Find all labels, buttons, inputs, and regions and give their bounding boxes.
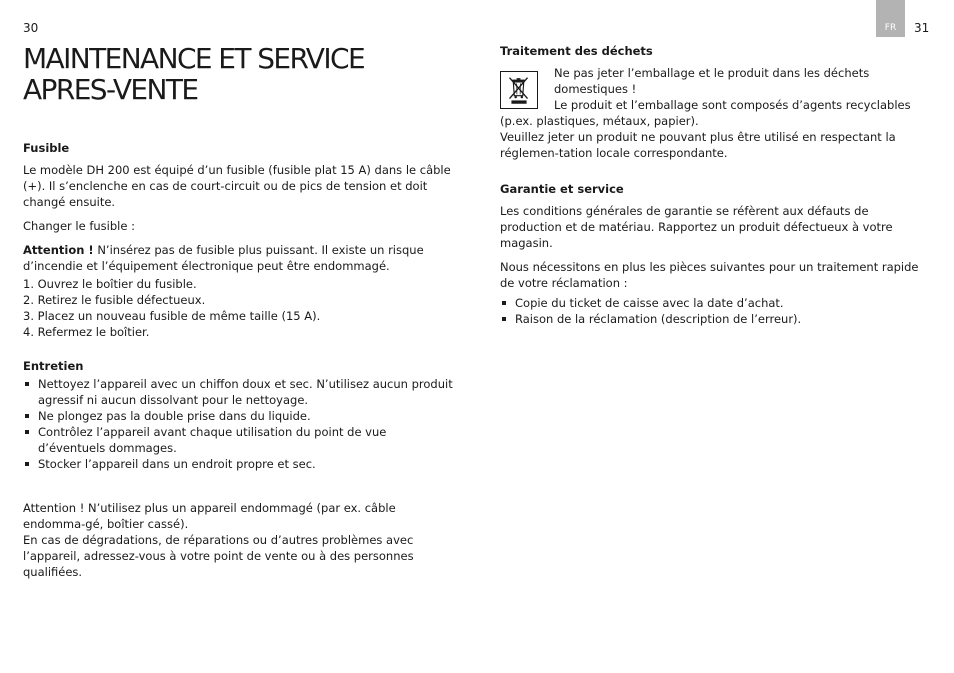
- weee-block: [500, 65, 930, 129]
- fuse-steps-list: [23, 276, 455, 340]
- list-item: Raison de la réclamation (description de l’erreur).: [500, 311, 930, 327]
- attention-text: N’insérez pas de fusible plus puissant. Il existe un risque d’incendie et l’équipement électronique peut être endommagé.: [23, 243, 424, 273]
- list-item: Contrôlez l’appareil avant chaque utilisation du point de vue d’éventuels dommages.: [23, 424, 455, 456]
- dechets-heading: Traitement des déchets: [500, 44, 653, 58]
- garantie-paragraph-1: Les conditions générales de garantie se réfèrent aux défauts de production et de matériau. Rapportez un produit défectueux à votre magasin.: [500, 204, 893, 250]
- page-number-left: 30: [23, 21, 39, 35]
- language-label: FR: [884, 23, 897, 33]
- garantie-paragraph-2: Nous nécessitons en plus les pièces suivantes pour un traitement rapide de votre réclamation :: [500, 260, 919, 290]
- list-item: Ne plongez pas la double prise dans du liquide.: [23, 408, 455, 424]
- page-title-line-2: APRES-VENTE: [23, 73, 198, 106]
- garantie-heading: Garantie et service: [500, 182, 624, 196]
- dechets-line-3: Veuillez jeter un produit ne pouvant plus être utilisé en respectant la réglemen-tation locale correspondante.: [500, 130, 896, 160]
- list-item: 3. Placez un nouveau fusible de même taille (15 A).: [23, 309, 321, 323]
- repair-contact-paragraph: En cas de dégradations, de réparations ou d’autres problèmes avec l’appareil, adressez-vous à votre point de vente ou à des personnes qualifiées.: [23, 533, 414, 579]
- entretien-heading: Entretien: [23, 359, 84, 373]
- attention-damaged-paragraph: Attention ! N’utilisez plus un appareil endommagé (par ex. câble endomma-gé, boîtier cassé).: [23, 501, 396, 531]
- left-column: [23, 43, 455, 580]
- list-item: 4. Refermez le boîtier.: [23, 325, 150, 339]
- dechets-line-2: Le produit et l’emballage sont composés d’agents recyclables (p.ex. plastiques, métaux, papier).: [500, 98, 911, 128]
- right-column: [500, 43, 930, 327]
- garantie-list: [500, 295, 930, 327]
- page-number-right: 31: [914, 21, 930, 35]
- list-item: 2. Retirez le fusible défectueux.: [23, 293, 206, 307]
- fusible-heading: Fusible: [23, 141, 70, 155]
- weee-crossed-bin-icon: [500, 71, 538, 109]
- dechets-line-1: Ne pas jeter l’emballage et le produit dans les déchets domestiques !: [554, 66, 870, 96]
- page-title: [23, 43, 455, 105]
- list-item: Stocker l’appareil dans un endroit propre et sec.: [23, 456, 455, 472]
- attention-bold: Attention !: [23, 243, 94, 257]
- page-title-line-1: MAINTENANCE ET SERVICE: [23, 42, 365, 75]
- fusible-paragraph: Le modèle DH 200 est équipé d’un fusible (fusible plat 15 A) dans le câble (+). Il s’enclenche en cas de court-circuit ou de pics de tension et doit changé ensuite.: [23, 163, 451, 209]
- attention-paragraph: [23, 242, 455, 274]
- list-item: 1. Ouvrez le boîtier du fusible.: [23, 277, 197, 291]
- entretien-list: [23, 376, 455, 472]
- list-item: Nettoyez l’appareil avec un chiffon doux et sec. N’utilisez aucun produit agressif ni aucun dissolvant pour le nettoyage.: [23, 376, 455, 408]
- change-fuse-label: Changer le fusible :: [23, 219, 135, 233]
- list-item: Copie du ticket de caisse avec la date d’achat.: [500, 295, 930, 311]
- language-tab: [876, 0, 905, 37]
